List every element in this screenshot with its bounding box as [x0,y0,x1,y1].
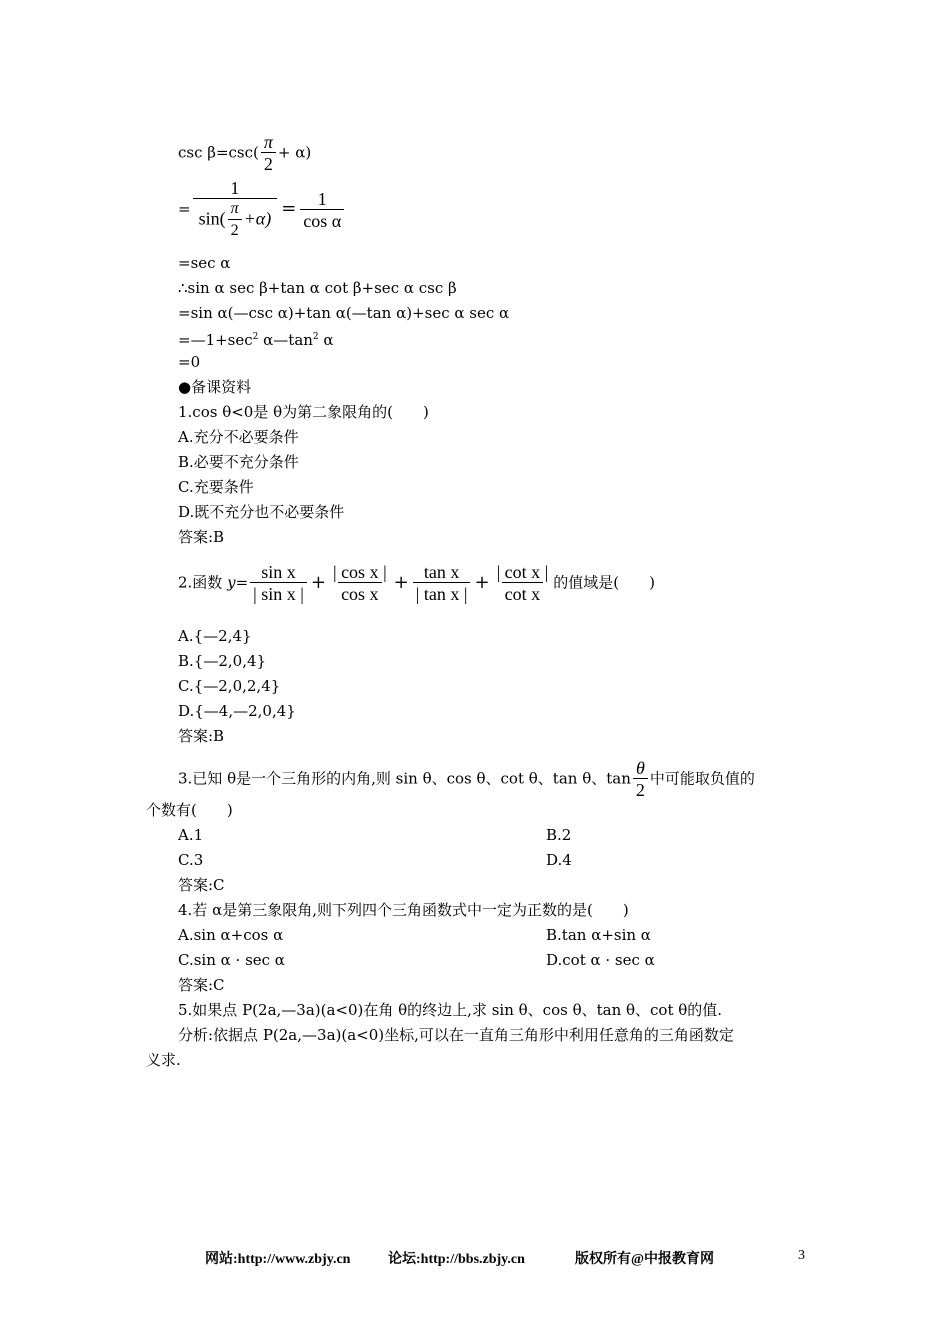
q3-answer: 答案:C [178,876,225,894]
q4-option-a: A.sin α+cos α [178,926,284,944]
derivation-line-7: =0 [178,353,201,371]
derivation-line-3: =sec α [178,254,231,272]
page-number: 3 [798,1248,805,1263]
q2-option-b: B.{—2,0,4} [178,652,267,670]
derivation-line-5: =sin α(—csc α)+tan α(—tan α)+sec α sec α [178,304,510,322]
q3-option-b: B.2 [546,826,572,844]
q1-stem: 1.cos θ<0是 θ为第二象限角的( ) [178,403,429,421]
q5-analysis: 分析:依据点 P(2a,—3a)(a<0)坐标,可以在一直角三角形中利用任意角的三角函数定 [178,1026,734,1044]
reciprocal-cos-fraction: $\frac{1}{\text{cos α}}$ [300,189,344,232]
footer-copyright: 版权所有@中报教育网 [575,1252,715,1267]
q1-answer: 答案:B [178,528,225,546]
q2-option-c: C.{—2,0,2,4} [178,677,281,695]
q5-stem: 5.如果点 P(2a,—3a)(a<0)在角 θ的终边上,求 sin θ、cos θ、tan θ、cot θ的值. [178,1001,723,1019]
q2-fraction-tan: $\frac{\text{tan x}}{\text{| tan x |}}$ [413,562,471,605]
q2-fraction-cot: $\frac{\text{| cot x |}}{\text{cot x}}$ [496,562,549,604]
q1-option-d: D.既不充分也不必要条件 [178,503,345,521]
q2-fraction-sin: $\frac{\text{sin x}}{\text{| sin x |}}$ [250,562,307,605]
q2-answer: 答案:B [178,727,225,745]
q4-stem: 4.若 α是第三象限角,则下列四个三角函数式中一定为正数的是( ) [178,901,629,919]
reciprocal-sin-fraction: 1 sin( $\frac{\pi}{2}$ +α) [193,178,278,242]
derivation-line-4: ∴sin α sec β+tan α cot β+sec α csc β [178,279,457,297]
q2-option-d: D.{—4,—2,0,4} [178,702,296,720]
q3-stem: 3.已知 θ是一个三角形的内角,则 sin θ、cos θ、cot θ、tan θ、tan $\frac{\theta}{2}$ 中可能取负值的 [178,758,755,800]
q3-stem-continued: 个数有( ) [146,801,233,819]
q4-answer: 答案:C [178,976,225,994]
q1-option-b: B.必要不充分条件 [178,453,299,471]
q4-option-b: B.tan α+sin α [546,926,651,944]
footer-website: 网站:http://www.zbjy.cn [205,1252,351,1267]
q4-option-c: C.sin α · sec α [178,951,285,969]
q2-fraction-cos: $\frac{\text{| cos x |}}{\text{cos x}}$ [332,562,387,604]
q4-option-d: D.cot α · sec α [546,951,655,969]
q5-analysis-continued: 义求. [146,1051,181,1069]
q2-stem: 2.函数 y= $\frac{\text{sin x}}{\text{| sin x |}}$ + $\frac{\text{| cos x |}}{\text{cos x}}$ + $\frac{\text{tan x}}{\text{| tan x |}}$ + $\frac{\text{| cot x |}}{\text{cot x}}$ 的值域是( ) [178,562,655,604]
footer-forum: 论坛:http://bbs.zbjy.cn [388,1252,525,1267]
q1-option-c: C.充要条件 [178,478,254,496]
csc-expression: csc β=csc( [178,143,259,162]
derivation-line-2: = 1 sin( $\frac{\pi}{2}$ +α) = $\frac{1}{\text{cos α}}$ [178,178,346,242]
q3-option-a: A.1 [178,826,204,844]
q3-option-c: C.3 [178,851,204,869]
q1-option-a: A.充分不必要条件 [178,428,299,446]
q3-option-d: D.4 [546,851,572,869]
theta-over-2-fraction: $\frac{\theta}{2}$ [633,758,648,801]
derivation-line-6: $=—1+\sec^2$ $\alpha—\tan^2$ α [178,331,334,349]
q2-option-a: A.{—2,4} [178,627,252,645]
section-title: ●备课资料 [178,378,252,396]
pi-over-2-fraction: $\frac{\pi}{2}$ [261,132,276,175]
derivation-line-1: csc β=csc( $\frac{\pi}{2}$ + α) [178,132,312,174]
